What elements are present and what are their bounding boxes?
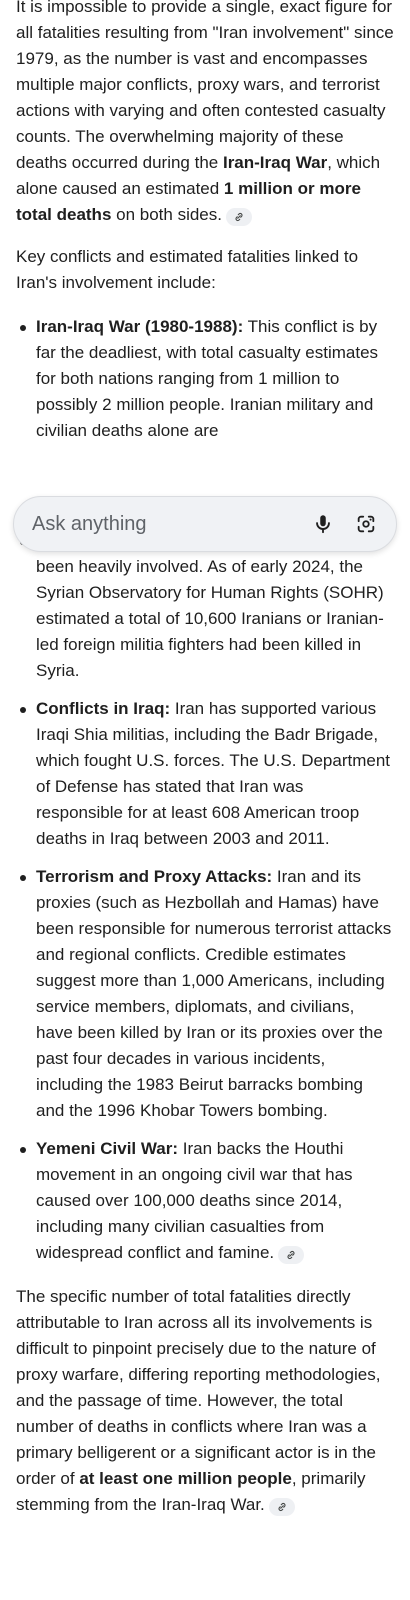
intro-bold-2: 1 million or more total deaths	[16, 179, 361, 224]
intro-paragraph	[16, 0, 394, 228]
link-icon	[276, 1501, 288, 1513]
intro-bold-1: Iran-Iraq War	[222, 153, 328, 172]
ask-input[interactable]	[32, 504, 297, 544]
intro-text-2: , which alone caused an estimated	[16, 153, 381, 198]
list-item-title: Iran-Iraq War (1980-1988):	[36, 317, 244, 336]
closing-bold-1: at least one million people	[79, 1469, 292, 1488]
conflict-list	[0, 314, 410, 1266]
source-link-chip[interactable]	[269, 1498, 295, 1516]
microphone-icon	[312, 513, 334, 535]
camera-search-icon	[355, 513, 377, 535]
list-item-title: Terrorism and Proxy Attacks:	[36, 867, 273, 886]
list-item-text: Iran backs the Houthi movement in an ongoing civil war that has caused over 100,000 deaths since 2014, including many civilian casualties from widespread conflict and famine.	[36, 1139, 353, 1262]
lead-paragraph: Key conflicts and estimated fatalities linked to Iran's involvement include:	[16, 247, 359, 292]
list-item	[36, 1136, 394, 1266]
list-item-title: Yemeni Civil War:	[36, 1139, 179, 1158]
source-link-chip[interactable]	[278, 1246, 304, 1264]
ask-bar	[13, 496, 397, 552]
list-item-text: This conflict is by far the deadliest, with total casualty estimates for both nations ranging from 1 million to possibly 2 million people. Iranian military and civilian deaths alone are	[36, 317, 379, 440]
list-item	[36, 696, 394, 852]
list-item-text: Iran has supported various Iraqi Shia militias, including the Badr Brigade, which fought U.S. forces. The U.S. Department of Defense has stated that Iran was responsible for at least 608 American troop deaths in Iraq between 2003 and 2011.	[36, 699, 391, 848]
list-item	[36, 314, 394, 444]
closing-text-1: The specific number of total fatalities directly attributable to Iran across all its involvements is difficult to pinpoint precisely due to the nature of proxy warfare, differing reporting methodologies, and the passage of time. However, the total number of deaths in conflicts where Iran was a primary belligerent or a significant actor is in the order of	[16, 1287, 381, 1488]
list-item-title: Conflicts in Iraq:	[36, 699, 171, 718]
closing-text-2: , primarily stemming from the Iran-Iraq War.	[16, 1469, 366, 1514]
intro-text-1: It is impossible to provide a single, exact figure for all fatalities resulting from "Iran involvement" since 1979, as the number is vast and encompasses multiple major conflicts, proxy wars, and terrorist actions with varying and often contested casualty counts. The overwhelming majority of these deaths occurred during the	[16, 0, 394, 172]
closing-paragraph	[16, 1284, 394, 1518]
list-item-text: Iran and its proxies (such as Hezbollah and Hamas) have been responsible for numerous terrorist attacks and regional conflicts. Credible estimates suggest more than 1,000 Americans, including service members, diplomats, and civilians, have been killed by Iran or its proxies over the past four decades in various incidents, including the 1983 Beirut barracks bombing and the 1996 Khobar Towers bombing.	[36, 867, 392, 1120]
list-item	[36, 864, 394, 1124]
list-item-text: been heavily involved. As of early 2024, the Syrian Observatory for Human Rights (SOHR) estimated a total of 10,600 Iranians or Iranian-led foreign militia fighters had been killed in Syria.	[36, 557, 384, 680]
link-icon	[285, 1249, 297, 1261]
voice-input-button[interactable]	[307, 506, 340, 542]
source-link-chip[interactable]	[226, 208, 252, 226]
intro-text-3: on both sides.	[111, 205, 222, 224]
link-icon	[233, 211, 245, 223]
lens-search-button[interactable]	[350, 506, 383, 542]
